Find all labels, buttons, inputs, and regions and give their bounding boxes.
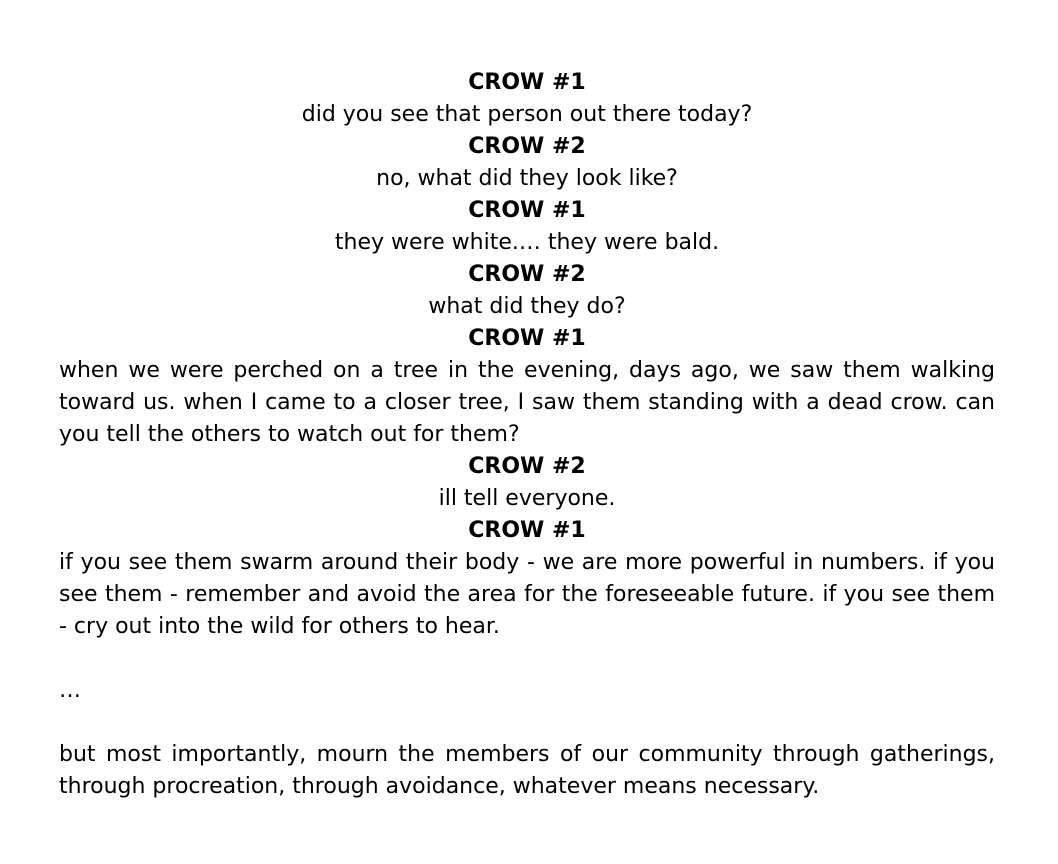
closing-paragraph: but most importantly, mourn the members of our community through gatherings, through procreation, through avoidance, whatever means necessary. [59, 742, 995, 799]
dialogue-line: what did they do? [428, 294, 626, 319]
speaker-name: CROW #1 [468, 326, 586, 351]
speaker-name: CROW #2 [468, 134, 586, 159]
dialogue-line: no, what did they look like? [376, 166, 678, 191]
speaker-name: CROW #1 [468, 198, 586, 223]
dialogue-line: ill tell everyone. [438, 486, 616, 511]
dialogue-paragraph: if you see them swarm around their body - we are more powerful in numbers. if you see them - remember and avoid the area for the foreseeable future. if you see them - cry out into the wild for others to hear. [59, 550, 995, 639]
speaker-name: CROW #2 [468, 454, 586, 479]
spacer [59, 643, 995, 675]
speaker-name: CROW #1 [468, 518, 586, 543]
ellipsis-text: … [59, 678, 81, 703]
script-body [59, 67, 995, 803]
speaker-name: CROW #2 [468, 262, 586, 287]
speaker-name: CROW #1 [468, 70, 586, 95]
spacer [59, 707, 995, 739]
dialogue-paragraph: when we were perched on a tree in the evening, days ago, we saw them walking toward us. when I came to a closer tree, I saw them standing with a dead crow. can you tell the others to watch out for them? [59, 358, 995, 447]
dialogue-line: did you see that person out there today? [301, 102, 753, 127]
dialogue-line: they were white.… they were bald. [334, 230, 720, 255]
